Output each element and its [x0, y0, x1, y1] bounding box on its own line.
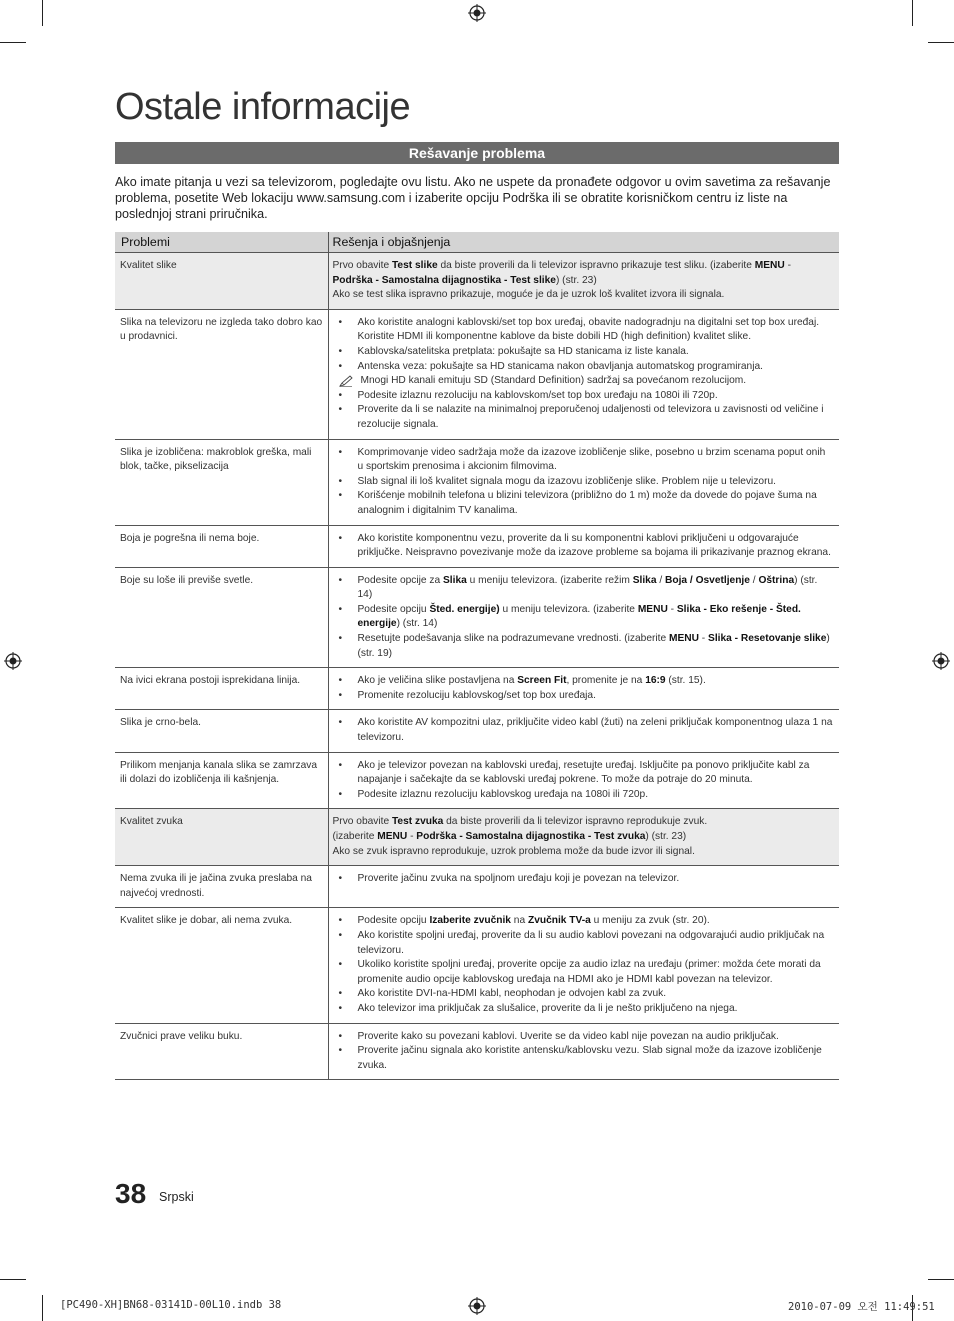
list-item: • Korišćenje mobilnih telefona u blizini televizora (približno do 1 m) može da dovede do pojave šuma na analognim i digitalnim TV kanalima.	[333, 489, 834, 518]
page-title: Ostale informacije	[115, 86, 411, 128]
list-item: • Ukoliko koristite spoljni uređaj, proverite opcije za audio izlaz na uređaju (primer: možda ćete morati da promenite audio opcije kablovskog uređaja na HDMI ako je HDMI kabl povezan na televizor.	[333, 958, 834, 987]
page-number: 38	[115, 1178, 147, 1209]
solution-line: Prvo obavite Test zvuka da biste proverili da li televizor ispravno reprodukuje zvuk.	[332, 816, 708, 828]
table-row	[115, 439, 839, 525]
solution-list	[333, 716, 834, 745]
list-item: • Ako koristite AV kompozitni ulaz, priključite video kabl (žuti) na zeleni priključak komponentnog ulaza 1 na televizoru.	[333, 716, 834, 745]
list-item: • Resetujte podešavanja slike na podrazumevane vrednosti. (izaberite MENU - Slika - Resetovanje slike) (str. 19)	[333, 632, 834, 661]
problem-cell: Boja je pogrešna ili nema boje.	[115, 525, 328, 567]
registration-mark-icon	[4, 652, 22, 670]
solution-cell	[328, 809, 839, 866]
solution-list	[333, 316, 834, 433]
list-item: • Komprimovanje video sadržaja može da izazove izobličenje slike, posebno u brzim scenama poput onih u sportskim prenosima i akcionim filmovima.	[333, 446, 834, 475]
table-row	[115, 567, 839, 668]
crop-mark	[42, 1295, 43, 1321]
list-item: • Podesite izlaznu rezoluciju na kablovskom/set top box uređaju na 1080i ili 720p.	[333, 389, 834, 404]
crop-mark	[928, 1279, 954, 1280]
solution-cell	[328, 866, 839, 908]
solution-list	[333, 446, 834, 519]
list-item: • Proverite jačinu signala ako koristite antensku/kablovsku vezu. Slab signal može da izazove izobličenje zvuka.	[333, 1044, 834, 1073]
table-row	[115, 710, 839, 752]
table-row	[115, 253, 839, 310]
solution-line: Ako se test slika ispravno prikazuje, moguće je da je uzrok loš kvalitet izvora ili signala.	[332, 289, 725, 301]
solution-cell	[328, 525, 839, 567]
problem-cell: Prilikom menjanja kanala slika se zamrzava ili dolazi do izobličenja ili kašnjenja.	[115, 752, 328, 809]
solution-cell	[328, 752, 839, 809]
list-item: • Kablovska/satelitska pretplata: pokušajte sa HD stanicama iz liste kanala.	[333, 345, 834, 360]
problem-cell: Boje su loše ili previše svetle.	[115, 567, 328, 668]
crop-mark	[912, 0, 913, 26]
solution-list	[333, 1030, 834, 1074]
solution-line: Prvo obavite Test slike da biste proverili da li televizor ispravno prikazuje test sliku. (izaberite MENU - Podrška - Samostalna dijagnostika - Test slike) (str. 23)	[332, 260, 791, 286]
crop-mark	[42, 0, 43, 26]
footer-file-info: [PC490-XH]BN68-03141D-00L10.indb 38	[60, 1299, 282, 1311]
page-language: Srpski	[159, 1190, 194, 1204]
column-header-problems: Problemi	[115, 232, 328, 253]
registration-mark-icon	[468, 4, 486, 22]
troubleshooting-table	[115, 232, 839, 1080]
intro-paragraph: Ako imate pitanja u vezi sa televizorom, pogledajte ovu listu. Ako ne uspete da pronađete odgovor u ovim savetima za rešavanje problema, posetite Web lokaciju www.samsung.com i izaberite opciju Podrška ili se obratite korisničkom centru iz liste na poslednjoj strani priručnika.	[115, 175, 831, 221]
list-item: • Ako koristite analogni kablovski/set top box uređaj, obavite nadogradnju na digitalni set top box uređaj. Koristite HDMI ili komponentne kablove da biste dobili HD (high definition) kvalitet slike.	[333, 316, 834, 345]
note-item	[333, 374, 834, 389]
solution-list	[333, 759, 834, 803]
crop-mark	[928, 42, 954, 43]
list-item: • Podesite opciju Izaberite zvučnik na Zvučnik TV-a u meniju za zvuk (str. 20).	[333, 914, 834, 929]
solution-list	[333, 914, 834, 1016]
solution-list	[333, 574, 834, 662]
registration-mark-icon	[468, 1297, 486, 1315]
table-row	[115, 908, 839, 1023]
solution-cell	[328, 309, 839, 439]
solution-line: (izaberite MENU - Podrška - Samostalna dijagnostika - Test zvuka) (str. 23)	[332, 831, 687, 842]
crop-mark	[0, 1279, 26, 1280]
solution-cell	[328, 908, 839, 1023]
table-row	[115, 866, 839, 908]
table-row	[115, 809, 839, 866]
list-item: • Podesite izlaznu rezoluciju kablovskog uređaja na 1080i ili 720p.	[333, 788, 834, 803]
column-header-solutions: Rešenja i objašnjenja	[328, 232, 839, 253]
table-row	[115, 525, 839, 567]
list-item: • Promenite rezoluciju kablovskog/set top box uređaja.	[333, 689, 834, 704]
problem-cell: Kvalitet zvuka	[115, 809, 328, 866]
list-item: • Ako televizor ima priključak za slušalice, proverite da li je nešto priključeno na njega.	[333, 1002, 834, 1017]
problem-cell: Kvalitet slike	[115, 253, 328, 310]
crop-mark	[0, 42, 26, 43]
solution-cell	[328, 253, 839, 310]
problem-cell: Zvučnici prave veliku buku.	[115, 1023, 328, 1080]
solution-line: Ako se zvuk ispravno reprodukuje, uzrok problema može da bude izvor ili signal.	[332, 845, 695, 857]
list-item: • Podesite opcije za Slika u meniju televizora. (izaberite režim Slika / Boja / Osvetljenje / Oštrina) (str. 14)	[333, 574, 834, 603]
solution-cell	[328, 1023, 839, 1080]
problem-cell: Slika je izobličena: makroblok greška, mali blok, tačke, pikselizacija	[115, 439, 328, 525]
list-item: • Ako koristite spoljni uređaj, proverite da li su audio kablovi povezani na odgovarajući audio priključak na televizoru.	[333, 929, 834, 958]
note-text: Mnogi HD kanali emituju SD (Standard Definition) sadržaj sa povećanom rezolucijom.	[360, 375, 747, 387]
solution-cell	[328, 668, 839, 710]
section-header: Rešavanje problema	[115, 142, 839, 164]
list-item: • Antenska veza: pokušajte sa HD stanicama nakon obavljanja automatskog programiranja.	[333, 360, 834, 375]
list-item: • Ako je veličina slike postavljena na Screen Fit, promenite je na 16:9 (str. 15).	[333, 674, 834, 689]
table-row	[115, 1023, 839, 1080]
list-item: • Proverite jačinu zvuka na spoljnom uređaju koji je povezan na televizor.	[333, 872, 834, 887]
problem-cell: Na ivici ekrana postoji isprekidana linija.	[115, 668, 328, 710]
solution-cell	[328, 567, 839, 668]
table-row	[115, 752, 839, 809]
solution-list	[333, 872, 834, 887]
table-header-row	[115, 232, 839, 253]
list-item: • Podesite opciju Šted. energije) u meniju televizora. (izaberite MENU - Slika - Eko rešenje - Šted. energije) (str. 14)	[333, 603, 834, 632]
list-item: • Ako koristite DVI-na-HDMI kabl, neophodan je odvojen kabl za zvuk.	[333, 987, 834, 1002]
list-item: • Proverite kako su povezani kablovi. Uverite se da video kabl nije povezan na audio priključak.	[333, 1030, 834, 1045]
problem-cell: Kvalitet slike je dobar, ali nema zvuka.	[115, 908, 328, 1023]
solution-cell	[328, 439, 839, 525]
solution-cell	[328, 710, 839, 752]
note-pencil-icon	[339, 375, 353, 387]
footer-timestamp: 2010-07-09 오전 11:49:51	[788, 1301, 935, 1313]
table-row	[115, 668, 839, 710]
problem-cell: Nema zvuka ili je jačina zvuka preslaba na najvećoj vrednosti.	[115, 866, 328, 908]
solution-list	[333, 532, 834, 561]
solution-list	[333, 674, 834, 703]
list-item: • Ako je televizor povezan na kablovski uređaj, resetujte uređaj. Isključite pa ponovo priključite kabl za napajanje i sačekajte da se kablovski uređaj pokrene. To može da potraje do 20 minuta.	[333, 759, 834, 788]
problem-cell: Slika je crno-bela.	[115, 710, 328, 752]
registration-mark-icon	[932, 652, 950, 670]
list-item: • Ako koristite komponentnu vezu, proverite da li su komponentni kablovi priključeni u odgovarajuće priključke. Neispravno povezivanje može da izazove probleme sa bojama ili prikazivanje praznog ekrana.	[333, 532, 834, 561]
problem-cell: Slika na televizoru ne izgleda tako dobro kao u prodavnici.	[115, 309, 328, 439]
list-item: • Slab signal ili loš kvalitet signala mogu da izazovu izobličenje slike. Problem nije u televizoru.	[333, 475, 834, 490]
table-row	[115, 309, 839, 439]
list-item: • Proverite da li se nalazite na minimalnoj preporučenoj udaljenosti od televizora u zavisnosti od veličine i rezolucije signala.	[333, 403, 834, 432]
